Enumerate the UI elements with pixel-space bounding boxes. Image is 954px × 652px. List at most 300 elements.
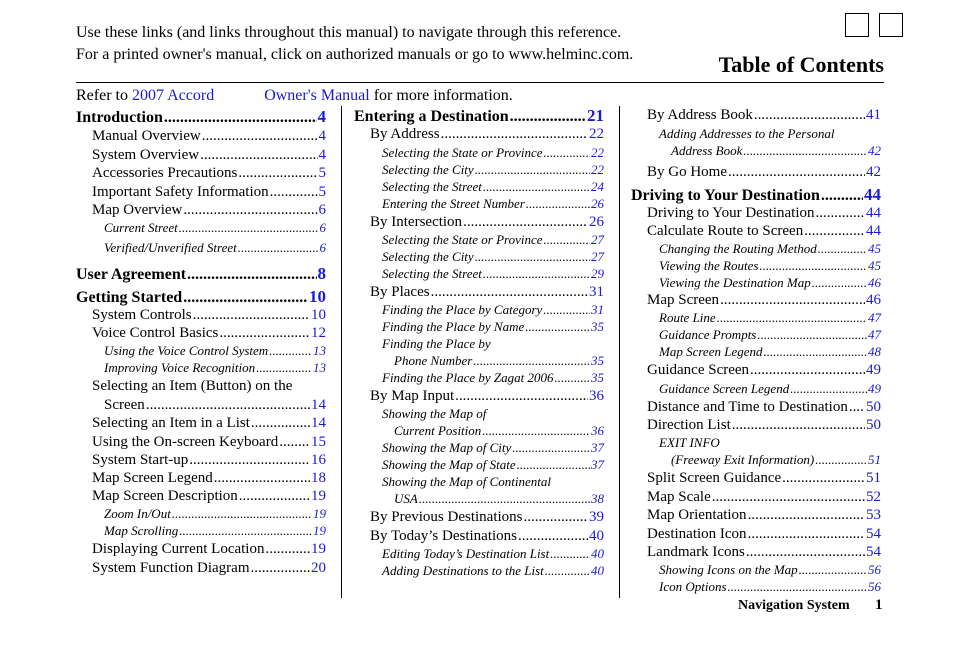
dot-leader — [517, 456, 590, 473]
toc-page-link[interactable]: 35 — [591, 319, 604, 334]
dot-leader — [550, 545, 590, 562]
toc-entry[interactable] — [354, 490, 604, 508]
toc-entry[interactable] — [354, 352, 604, 369]
dot-leader — [482, 422, 590, 439]
dot-leader — [419, 490, 590, 508]
toc-entry[interactable] — [76, 522, 326, 540]
toc-page-link[interactable]: 10 — [309, 287, 326, 306]
dot-leader — [251, 559, 311, 578]
toc-page-link[interactable]: 51 — [868, 452, 881, 467]
toc-page-link[interactable]: 29 — [591, 266, 604, 281]
dot-leader — [179, 219, 319, 236]
toc-entry[interactable] — [631, 578, 881, 595]
toc-entry-title: Direction List — [647, 417, 731, 433]
toc-entry[interactable] — [76, 219, 326, 236]
toc-entry[interactable] — [354, 387, 604, 405]
dot-leader — [712, 488, 865, 506]
column-divider-1 — [341, 106, 342, 598]
toc-entry-title: Map Scrolling — [104, 523, 179, 538]
toc-entry-title: By Map Input — [370, 388, 455, 404]
toc-entry-title: Displaying Current Location — [92, 541, 265, 557]
page-number: 1 — [875, 597, 883, 613]
toc-entry[interactable] — [354, 161, 604, 178]
toc-entry[interactable] — [631, 142, 881, 160]
toc-page-link[interactable]: 40 — [589, 528, 604, 544]
nav-back-button[interactable] — [845, 13, 869, 37]
toc-page-link[interactable]: 27 — [591, 232, 604, 247]
dot-leader — [816, 204, 865, 222]
toc-page-link[interactable]: 6 — [318, 202, 326, 218]
dot-leader — [202, 127, 318, 146]
intro-line-2: For a printed owner's manual, click on authorized manuals or go to www.helminc.com. — [76, 46, 634, 63]
toc-entry[interactable] — [76, 236, 326, 260]
toc-page-link[interactable]: 26 — [589, 214, 604, 230]
toc-entry-title: System Function Diagram — [92, 560, 250, 576]
toc-page-link[interactable]: 37 — [591, 440, 604, 455]
dot-leader — [146, 396, 310, 414]
toc-page-link[interactable]: 8 — [317, 264, 326, 283]
toc-entry[interactable] — [631, 160, 881, 185]
dot-leader — [179, 522, 312, 540]
dot-leader — [251, 414, 310, 433]
dot-leader — [818, 240, 867, 257]
column-divider-2 — [619, 106, 620, 598]
toc-page-link[interactable]: 35 — [591, 353, 604, 368]
toc-entry-title: Finding the Place by Zagat 2006 — [382, 370, 554, 385]
toc-page-link[interactable]: 39 — [589, 509, 604, 525]
toc-page-link[interactable]: 45 — [868, 241, 881, 256]
dot-leader — [238, 236, 319, 260]
dot-leader — [518, 527, 588, 545]
dot-leader — [728, 160, 865, 185]
toc-entry[interactable] — [76, 433, 326, 451]
toc-entry[interactable] — [631, 257, 881, 274]
toc-entry[interactable] — [631, 379, 881, 398]
dot-leader — [782, 469, 865, 488]
dot-leader — [483, 265, 590, 283]
refer-suffix: for more information. — [369, 87, 513, 104]
toc-page-link[interactable]: 40 — [591, 563, 604, 578]
toc-entry-title: Map Orientation — [647, 507, 747, 523]
toc-page-link[interactable]: 10 — [311, 307, 326, 323]
dot-leader — [728, 578, 867, 595]
dot-leader — [183, 288, 308, 307]
toc-entry-title: Manual Overview — [92, 128, 201, 144]
toc-page-link[interactable]: 6 — [319, 220, 326, 235]
toc-entry[interactable] — [631, 326, 881, 343]
dot-leader — [821, 186, 863, 205]
dot-leader — [214, 469, 310, 487]
toc-entry[interactable] — [354, 456, 604, 473]
toc-page-link[interactable]: 4 — [318, 147, 326, 163]
dot-leader — [279, 433, 310, 451]
toc-entry[interactable] — [354, 178, 604, 195]
toc-entry[interactable] — [76, 505, 326, 522]
toc-page-link[interactable]: 47 — [868, 310, 881, 325]
toc-entry-title: Current Street — [104, 220, 178, 235]
toc-entry[interactable] — [354, 405, 604, 422]
toc-entry[interactable] — [631, 240, 881, 257]
toc-page-link[interactable]: 26 — [591, 196, 604, 211]
toc-entry[interactable] — [76, 201, 326, 219]
toc-page-link[interactable]: 13 — [313, 343, 326, 358]
toc-entry[interactable] — [631, 561, 881, 578]
toc-entry-title: Selecting the Street — [382, 179, 482, 194]
toc-entry-title: Introduction — [76, 109, 163, 126]
toc-entry-title: Distance and Time to Destination — [647, 399, 848, 415]
toc-entry[interactable] — [631, 222, 881, 240]
toc-entry-title: Destination Icon — [647, 526, 747, 542]
toc-page-link[interactable]: 19 — [313, 506, 326, 521]
toc-entry-title: Guidance Prompts — [659, 327, 757, 342]
toc-entry-title: Driving to Your Destination — [647, 205, 815, 221]
toc-entry-title: Landmark Icons — [647, 544, 745, 560]
toc-entry-title: Changing the Routing Method — [659, 241, 817, 256]
toc-entry-title: By Address Book — [647, 107, 753, 123]
toc-entry[interactable] — [76, 164, 326, 183]
toc-entry-title: Icon Options — [659, 579, 727, 594]
toc-page-link[interactable]: 49 — [868, 381, 881, 396]
toc-page-link[interactable]: 19 — [311, 488, 326, 504]
toc-entry[interactable] — [354, 265, 604, 283]
toc-entry-title: Phone Number — [394, 353, 473, 368]
toc-entry-title: Current Position — [394, 423, 482, 438]
toc-entry[interactable] — [76, 469, 326, 487]
dot-leader — [764, 343, 868, 361]
toc-entry-title: Finding the Place by — [382, 336, 491, 351]
toc-entry[interactable] — [76, 559, 326, 578]
dot-leader — [799, 561, 867, 578]
dot-leader — [815, 451, 867, 469]
toc-page-link[interactable]: 56 — [868, 562, 881, 577]
toc-page-link[interactable]: 50 — [866, 399, 881, 415]
dot-leader — [239, 487, 310, 505]
toc-entry-title: By Address — [370, 126, 440, 142]
page-title: Table of Contents — [718, 52, 884, 77]
dot-leader — [804, 222, 865, 240]
toc-entry[interactable] — [354, 144, 604, 161]
toc-page-link[interactable]: 53 — [866, 507, 881, 523]
toc-page-link[interactable]: 5 — [318, 184, 326, 200]
toc-entry[interactable] — [631, 398, 881, 416]
toc-entry[interactable] — [76, 183, 326, 201]
toc-page-link[interactable]: 5 — [318, 165, 326, 181]
dot-leader — [759, 257, 867, 274]
toc-entry[interactable] — [631, 488, 881, 506]
toc-page-link[interactable]: 21 — [587, 106, 604, 125]
toc-entry-title: Important Safety Information — [92, 184, 269, 200]
toc-entry[interactable] — [354, 248, 604, 265]
toc-entry[interactable] — [631, 309, 881, 326]
toc-entry-title: Split Screen Guidance — [647, 470, 782, 486]
toc-entry-title: Map Screen Legend — [92, 470, 213, 486]
toc-entry-title: Guidance Screen — [647, 362, 750, 378]
toc-page-link[interactable]: 40 — [591, 546, 604, 561]
toc-entry[interactable] — [76, 359, 326, 377]
toc-page-link[interactable]: 22 — [591, 145, 604, 160]
refer-line — [76, 86, 513, 106]
dot-leader — [720, 291, 865, 309]
dot-leader — [270, 183, 318, 201]
toc-entry-title: Guidance Screen Legend — [659, 381, 790, 396]
toc-entry[interactable] — [354, 231, 604, 248]
toc-entry[interactable] — [631, 291, 881, 309]
toc-page-link[interactable]: 46 — [866, 292, 881, 308]
toc-entry[interactable] — [354, 439, 604, 456]
dot-leader — [256, 359, 312, 377]
toc-page-link[interactable]: 44 — [864, 185, 881, 204]
toc-page-link[interactable]: 15 — [311, 434, 326, 450]
toc-entry[interactable] — [354, 422, 604, 439]
toc-entry[interactable] — [354, 213, 604, 231]
toc-entry[interactable] — [354, 125, 604, 144]
toc-page-link[interactable]: 4 — [318, 128, 326, 144]
toc-page-link[interactable]: 42 — [868, 143, 881, 158]
toc-entry[interactable] — [76, 487, 326, 505]
toc-entry[interactable] — [76, 342, 326, 359]
dot-leader — [757, 326, 867, 343]
dot-leader — [187, 261, 316, 288]
toc-entry[interactable] — [354, 301, 604, 318]
toc-entry-title: Showing the Map of Continental — [382, 474, 551, 489]
toc-entry-title: Showing the Map of City — [382, 440, 512, 455]
dot-leader — [193, 306, 310, 324]
toc-entry-title: Map Overview — [92, 202, 183, 218]
toc-entry-title: Accessories Precautions — [92, 165, 238, 181]
toc-page-link[interactable]: 37 — [591, 457, 604, 472]
toc-page-link[interactable]: 4 — [317, 107, 326, 126]
toc-entry-title: Viewing the Destination Map — [659, 275, 811, 290]
toc-entry-title: Verified/Unverified Street — [104, 240, 237, 255]
toc-heading[interactable] — [76, 260, 326, 287]
dot-leader — [219, 324, 310, 342]
dot-leader — [473, 352, 590, 369]
toc-heading[interactable] — [76, 106, 326, 127]
toc-page-link[interactable]: 31 — [591, 302, 604, 317]
dot-leader — [512, 439, 590, 456]
toc-entry-title: Selecting the City — [382, 249, 474, 264]
dot-leader — [732, 416, 865, 434]
toc-entry[interactable] — [354, 369, 604, 387]
toc-page-link[interactable]: 49 — [866, 362, 881, 378]
toc-heading[interactable] — [76, 287, 326, 306]
toc-entry-title: Map Screen Legend — [659, 344, 763, 359]
toc-page-link[interactable]: 38 — [591, 491, 604, 506]
toc-entry[interactable] — [354, 195, 604, 213]
toc-entry-title: Improving Voice Recognition — [104, 360, 256, 375]
toc-page-link[interactable]: 45 — [868, 258, 881, 273]
toc-page-link[interactable]: 54 — [866, 544, 881, 560]
intro-text — [76, 22, 633, 66]
toc-entry-title: System Start-up — [92, 452, 189, 468]
toc-entry[interactable] — [631, 451, 881, 469]
toc-page-link[interactable]: 44 — [866, 205, 881, 221]
owners-manual-link[interactable]: Owner's Manual — [264, 87, 370, 104]
dot-leader — [544, 231, 590, 248]
toc-entry-title: Calculate Route to Screen — [647, 223, 804, 239]
dot-leader — [748, 525, 865, 543]
footer-label: Navigation System — [738, 598, 850, 613]
toc-entry-title: By Today’s Destinations — [370, 528, 518, 544]
toc-entry[interactable] — [354, 473, 604, 490]
nav-forward-button[interactable] — [879, 13, 903, 37]
dot-leader — [544, 144, 590, 161]
toc-entry-title: Address Book — [671, 143, 743, 158]
toc-page-link[interactable]: 31 — [589, 284, 604, 300]
toc-entry-title: Map Screen — [647, 292, 720, 308]
toc-entry[interactable] — [354, 283, 604, 301]
toc-heading[interactable] — [631, 185, 881, 204]
toc-page-link[interactable]: 20 — [311, 560, 326, 576]
toc-entry[interactable] — [631, 506, 881, 525]
accord-link[interactable]: 2007 Accord — [131, 87, 215, 104]
dot-leader — [475, 161, 590, 178]
toc-page-link[interactable]: 47 — [868, 327, 881, 342]
dot-leader — [463, 213, 588, 231]
toc-page-link[interactable]: 22 — [591, 162, 604, 177]
dot-leader — [510, 107, 586, 126]
toc-entry-title: USA — [394, 491, 418, 506]
toc-entry-title: Finding the Place by Name — [382, 319, 525, 334]
toc-entry-title: Map Screen Description — [92, 488, 238, 504]
toc-entry[interactable] — [76, 324, 326, 342]
toc-entry-title: Selecting the City — [382, 162, 474, 177]
toc-entry[interactable] — [354, 527, 604, 545]
dot-leader — [526, 195, 590, 213]
toc-page-link[interactable]: 18 — [311, 470, 326, 486]
toc-page-link[interactable]: 6 — [319, 240, 326, 255]
refer-prefix: Refer to — [76, 87, 132, 104]
toc-entry[interactable] — [76, 451, 326, 469]
dot-leader — [790, 379, 867, 398]
toc-entry[interactable] — [76, 396, 326, 414]
dot-leader — [200, 146, 317, 164]
dot-leader — [183, 201, 317, 219]
toc-entry[interactable] — [631, 525, 881, 543]
dot-leader — [748, 506, 865, 525]
toc-page-link[interactable]: 48 — [868, 344, 881, 359]
toc-page-link[interactable]: 51 — [866, 470, 881, 486]
toc-entry[interactable] — [631, 274, 881, 291]
toc-heading[interactable] — [354, 106, 604, 125]
toc-page-link[interactable]: 13 — [313, 360, 326, 375]
toc-entry[interactable] — [631, 543, 881, 561]
toc-entry[interactable] — [76, 306, 326, 324]
toc-entry-title: Showing Icons on the Map — [659, 562, 798, 577]
toc-entry[interactable] — [631, 106, 881, 125]
toc-entry-title: User Agreement — [76, 266, 187, 283]
toc-entry[interactable] — [631, 361, 881, 379]
toc-entry[interactable] — [354, 318, 604, 335]
dot-leader — [746, 543, 865, 561]
header-divider — [76, 82, 884, 83]
toc-entry[interactable] — [76, 414, 326, 433]
toc-column-1 — [76, 106, 326, 578]
dot-leader — [172, 505, 312, 522]
toc-page-link[interactable]: 44 — [866, 223, 881, 239]
toc-entry-title: Voice Control Basics — [92, 325, 219, 341]
toc-entry[interactable] — [354, 335, 604, 352]
toc-entry[interactable] — [631, 204, 881, 222]
toc-page-link[interactable]: 27 — [591, 249, 604, 264]
toc-entry-title: By Places — [370, 284, 430, 300]
toc-page-link[interactable]: 56 — [868, 579, 881, 594]
toc-page-link[interactable]: 35 — [591, 370, 604, 385]
toc-entry[interactable] — [76, 377, 326, 396]
toc-entry-title: Driving to Your Destination — [631, 187, 820, 204]
dot-leader — [743, 142, 867, 160]
toc-entry-title: Map Scale — [647, 489, 711, 505]
toc-entry[interactable] — [631, 469, 881, 488]
toc-page-link[interactable]: 36 — [589, 388, 604, 404]
dot-leader — [269, 342, 312, 359]
toc-page-link[interactable]: 24 — [591, 179, 604, 194]
toc-page-link[interactable]: 41 — [866, 107, 881, 123]
toc-entry[interactable] — [631, 125, 881, 142]
toc-page-link[interactable]: 19 — [311, 541, 326, 557]
toc-page-link[interactable]: 16 — [311, 452, 326, 468]
dot-leader — [750, 361, 865, 379]
dot-leader — [849, 398, 865, 416]
toc-page-link[interactable]: 42 — [866, 164, 881, 180]
toc-entry[interactable] — [354, 545, 604, 562]
dot-leader — [441, 125, 588, 144]
toc-entry[interactable] — [631, 434, 881, 451]
toc-entry-title: Getting Started — [76, 289, 183, 306]
toc-page-link[interactable]: 54 — [866, 526, 881, 542]
toc-page-link[interactable]: 50 — [866, 417, 881, 433]
toc-entry-title: By Go Home — [647, 164, 727, 180]
toc-entry-title: Showing the Map of — [382, 406, 487, 421]
toc-page-link[interactable]: 14 — [311, 415, 326, 431]
toc-page-link[interactable]: 52 — [866, 489, 881, 505]
toc-page-link[interactable]: 14 — [311, 397, 326, 413]
toc-page-link[interactable]: 19 — [313, 523, 326, 538]
dot-leader — [238, 164, 317, 183]
toc-entry[interactable] — [76, 127, 326, 146]
toc-entry[interactable] — [631, 343, 881, 361]
toc-entry-title: Selecting an Item in a List — [92, 415, 250, 431]
dot-leader — [164, 107, 317, 128]
toc-entry[interactable] — [631, 416, 881, 434]
toc-page-link[interactable]: 22 — [589, 126, 604, 142]
toc-page-link[interactable]: 46 — [868, 275, 881, 290]
toc-entry-title: Entering a Destination — [354, 108, 509, 125]
toc-entry-title: EXIT INFO — [659, 435, 720, 450]
toc-entry-title: Viewing the Routes — [659, 258, 759, 273]
dot-leader — [545, 562, 590, 580]
toc-page-link[interactable]: 36 — [591, 423, 604, 438]
toc-column-2 — [354, 106, 604, 580]
toc-entry-title: Finding the Place by Category — [382, 302, 543, 317]
toc-entry-title: Selecting the State or Province — [382, 232, 543, 247]
dot-leader — [754, 106, 865, 125]
toc-column-3 — [631, 106, 881, 595]
toc-entry-title: System Overview — [92, 147, 200, 163]
toc-entry-title: Screen — [104, 397, 145, 413]
toc-entry-title: Using the Voice Control System — [104, 343, 269, 358]
toc-entry-title: (Freeway Exit Information) — [671, 452, 815, 467]
toc-entry[interactable] — [76, 540, 326, 559]
toc-entry[interactable] — [354, 508, 604, 527]
dot-leader — [475, 248, 590, 265]
toc-entry-title: Route Line — [659, 310, 716, 325]
dot-leader — [524, 508, 589, 527]
toc-entry[interactable] — [354, 562, 604, 580]
toc-entry[interactable] — [76, 146, 326, 164]
toc-page-link[interactable]: 12 — [311, 325, 326, 341]
dot-leader — [265, 540, 310, 559]
